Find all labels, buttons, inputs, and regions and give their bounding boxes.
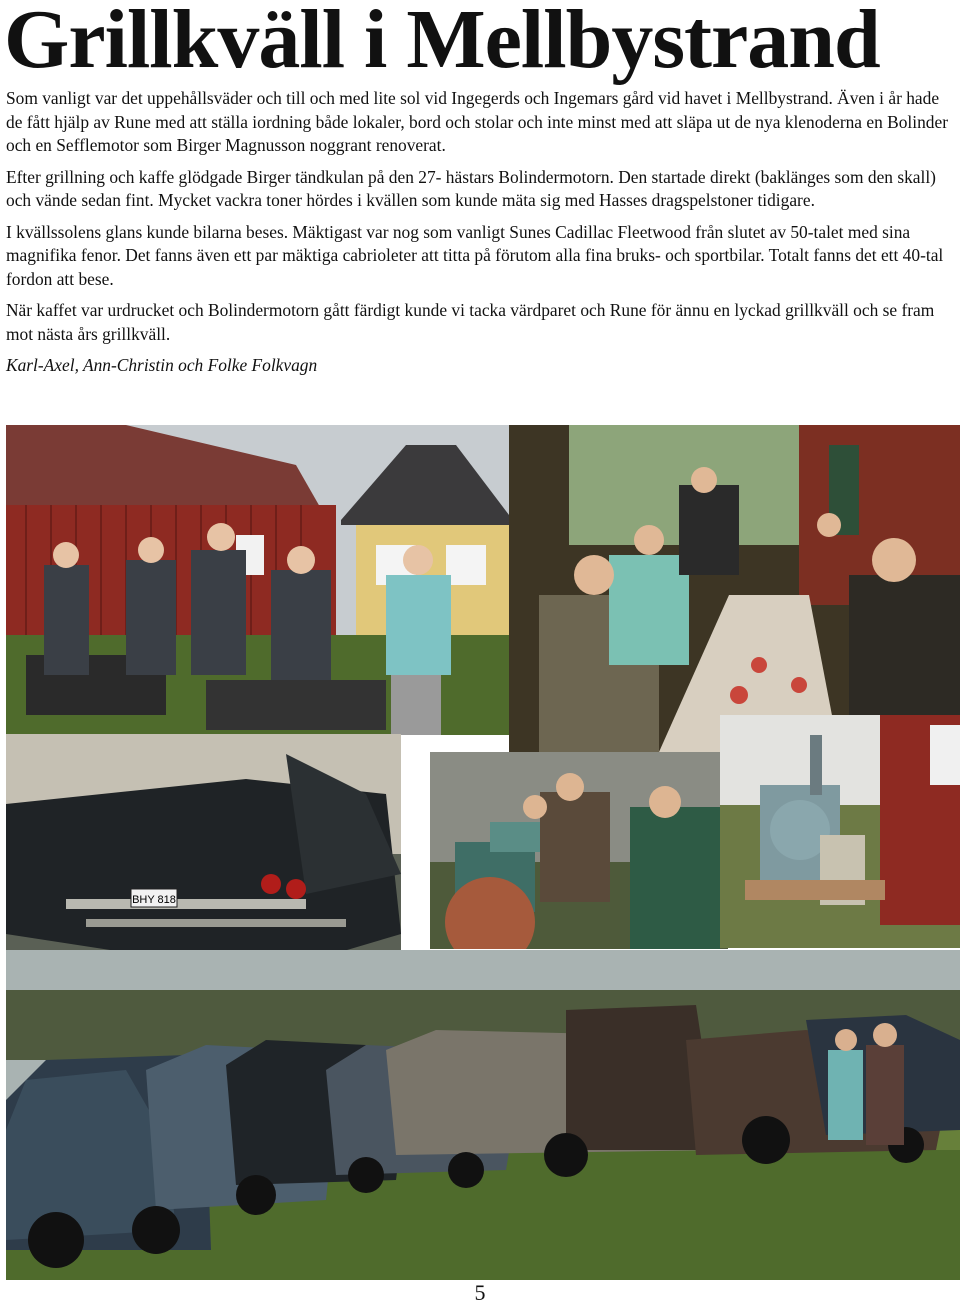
- paragraph-4: När kaffet var urdrucket och Bolindermotorn gått färdigt kunde vi tacka värdparet och Rune för ännu en lyckad grillkväll och se fram mot nästa års grillkväll.: [6, 300, 935, 344]
- paragraph-3: I kvällssolens glans kunde bilarna beses. Mäktigast var nog som vanligt Sunes Cadillac Fleetwood från slutet av 50-talet med sina magnifika fenor. Det fanns även ett par mäktiga cabrioleter att titta på förutom alla fina bruks- och sportbilar. Totalt fanns det ett 40-tal fordon att bese.: [6, 221, 944, 289]
- page-number: 5: [474, 1280, 486, 1305]
- photo-seffle-engine: [720, 715, 960, 948]
- license-plate: BHY 818: [132, 894, 176, 906]
- article-body: [6, 87, 956, 386]
- page-title: Grillkväll i Mellbystrand: [4, 0, 880, 86]
- photo-coffee-table: [509, 425, 960, 752]
- signature: Karl-Axel, Ann-Christin och Folke Folkvagn: [6, 355, 318, 375]
- photo-bolinder-engine: [430, 752, 728, 949]
- photo-vintage-cars: [6, 950, 960, 1280]
- paragraph-2: Efter grillning och kaffe glödgade Birger tändkulan på den 27- hästars Bolindermotorn. Den startade direkt (baklänges som den skall) och vände sedan fint. Mycket vackra toner hördes i kvällen som kunde mäta sig med Hasses dragspelstoner tidigare.: [6, 166, 936, 210]
- paragraph-1: Som vanligt var det uppehållsväder och till och med lite sol vid Ingegerds och Ingemars gård vid havet i Mellbystrand. Även i år hade de fått hjälp av Rune med att ställa iordning både lokaler, bord och stolar och inte minst med att släpa ut de nya klenoderna en Bolinder och en Sefflemotor som Birger Magnusson noggrant renoverat.: [6, 88, 948, 155]
- photo-grilling: [6, 425, 509, 735]
